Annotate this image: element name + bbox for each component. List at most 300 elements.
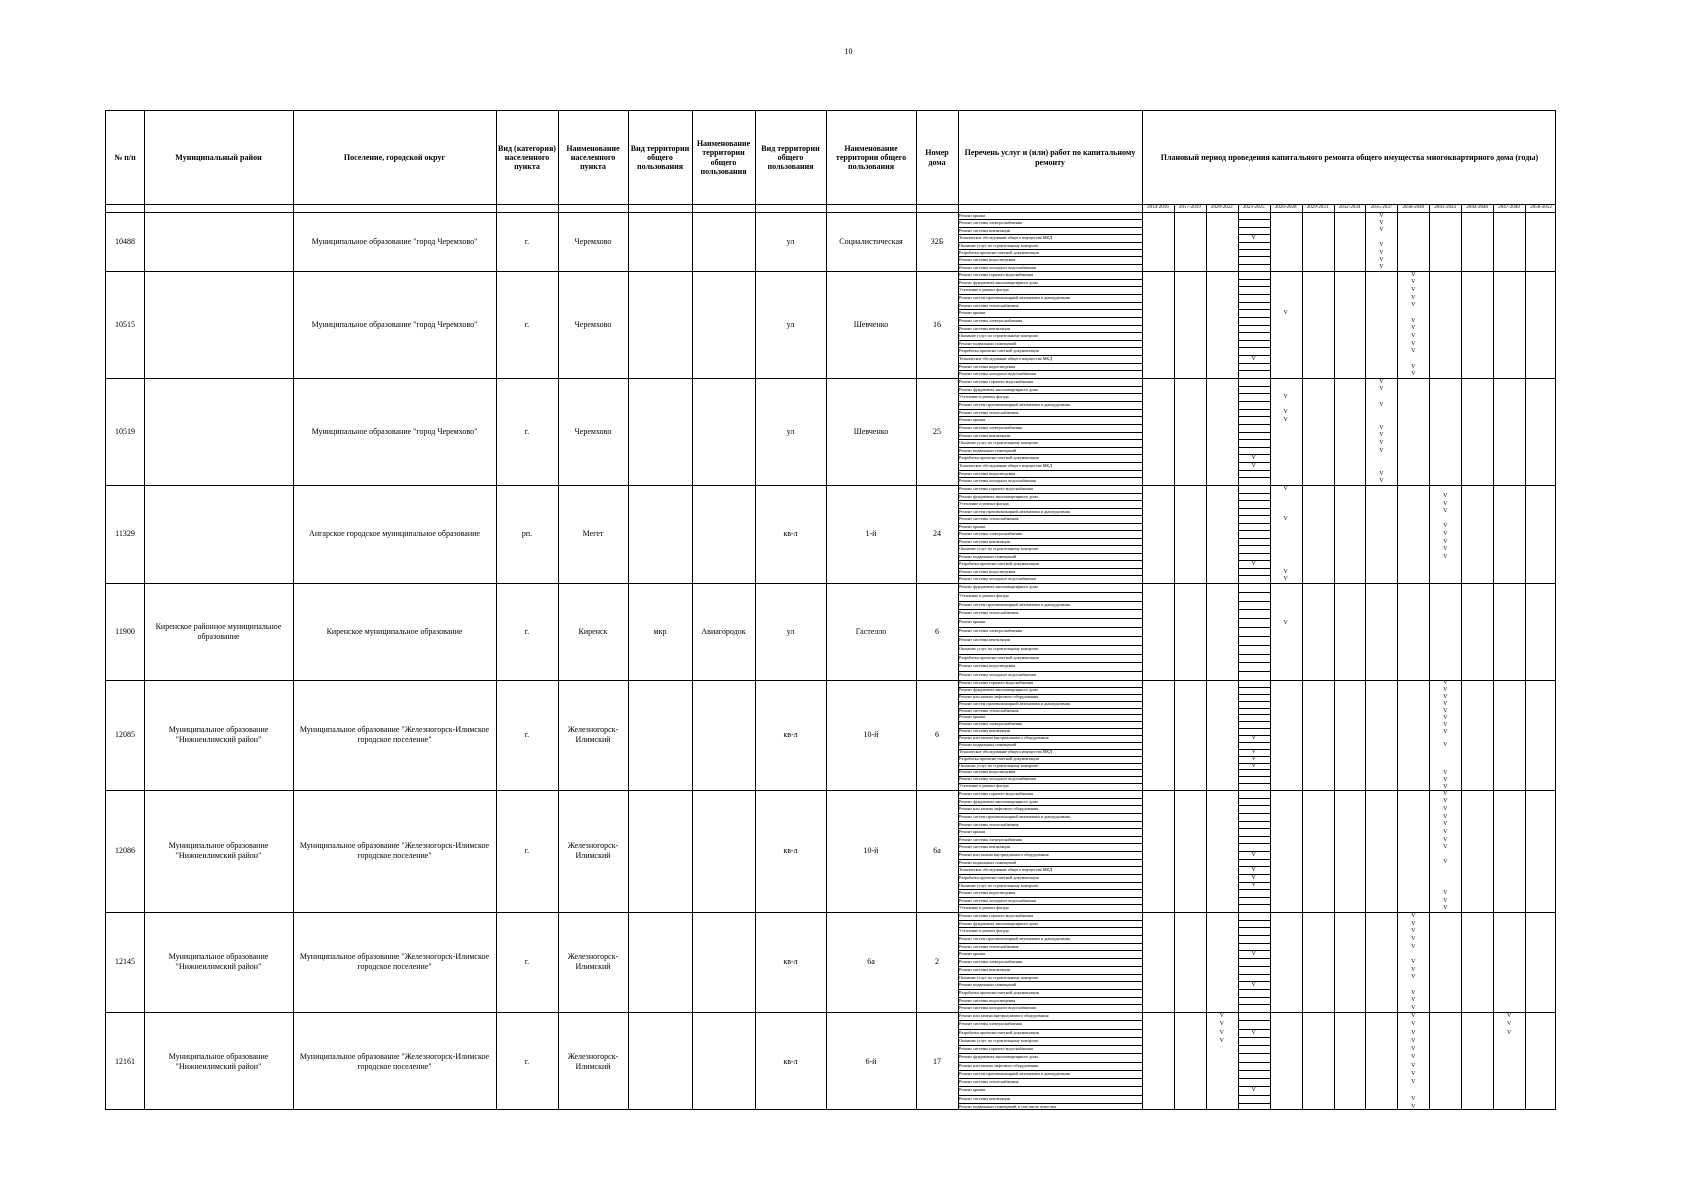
grid-line <box>1238 309 1270 310</box>
grid-line <box>1238 836 1270 837</box>
cell-house: 24 <box>933 529 941 539</box>
cell-territory-type <box>628 680 692 790</box>
period-label: 2014-2016 <box>1147 205 1169 210</box>
service-item: Утепление и ремонт фасада <box>959 394 1009 400</box>
repair-mark: V <box>1443 523 1448 530</box>
repair-mark: V <box>1283 568 1288 575</box>
cell-street-name: Гастелло <box>855 626 887 636</box>
cell-house: 32Б <box>930 236 944 246</box>
service-item: Техническое обследование общего имущества МКД <box>959 463 1053 469</box>
header-locality-name: Наименование населенного пункта <box>566 143 620 172</box>
period-divider <box>1461 204 1462 1109</box>
grid-line <box>1238 363 1270 364</box>
service-item: Ремонт системы теплоснабжения <box>959 1079 1019 1084</box>
cell-street-type: кв-л <box>783 730 798 740</box>
repair-mark: V <box>1411 1029 1416 1036</box>
repair-mark: V <box>1379 424 1384 431</box>
repair-mark: V <box>1443 553 1448 560</box>
service-item: Ремонт подвальных помещений <box>959 741 1016 747</box>
service-divider <box>958 601 1142 602</box>
grid-line <box>1238 370 1270 371</box>
cell-settlement: Киренское муниципальное образование <box>326 626 463 636</box>
service-item: Ремонт системы теплоснабжения <box>959 302 1019 308</box>
service-divider <box>958 325 1142 326</box>
cell-territory-name <box>692 212 755 271</box>
repair-mark: V <box>1443 707 1448 714</box>
cell-territory-name <box>692 271 755 378</box>
cell-locality-type: г. <box>524 957 530 967</box>
repair-mark: V <box>1251 749 1256 756</box>
grid-line <box>1238 943 1270 944</box>
service-divider <box>958 974 1142 975</box>
header-territory-name: Наименование территории общего пользования <box>696 139 751 176</box>
service-item: Ремонт системы теплоснабжения <box>959 409 1019 415</box>
service-divider <box>958 859 1142 860</box>
service-item: Ремонт системы теплоснабжения <box>959 821 1019 827</box>
repair-mark: V <box>1443 897 1448 904</box>
service-item: Ремонт системы холодного водоснабжения <box>959 576 1036 582</box>
service-divider <box>958 545 1142 546</box>
grid-line <box>1238 1053 1270 1054</box>
cell-num: 12161 <box>115 1056 135 1066</box>
repair-mark: V <box>1443 500 1448 507</box>
cell-district: Муниципальное образование "Нижнеилимский район" <box>168 952 269 971</box>
grid-line <box>1238 997 1270 998</box>
cell-district <box>144 485 293 583</box>
repair-mark: V <box>1411 1054 1416 1061</box>
grid-line <box>1238 332 1270 333</box>
service-item: Ремонт фундамента многоквартирного дома <box>959 584 1038 589</box>
repair-mark: V <box>1443 538 1448 545</box>
service-item: Оказание услуг по строительному контролю <box>959 546 1039 552</box>
repair-mark: V <box>1411 363 1416 370</box>
cell-street-name: 10-й <box>863 846 879 856</box>
grid-line <box>1238 783 1270 784</box>
repair-mark: V <box>1411 1095 1416 1102</box>
service-divider <box>958 920 1142 921</box>
grid-line <box>1238 618 1270 619</box>
period-divider <box>1493 204 1494 1109</box>
cell-locality-type: г. <box>524 626 530 636</box>
cell-settlement: Муниципальное образование "город Черемхово" <box>311 319 478 329</box>
service-item: Ремонт системы водоотведения <box>959 257 1016 263</box>
service-item: Ремонт системы горячего водоснабжения <box>959 913 1033 918</box>
repair-mark: V <box>1379 212 1384 219</box>
service-item: Ремонт подвальных помещений <box>959 982 1016 988</box>
period-label: 2032-2034 <box>1338 205 1361 210</box>
cell-street-type: кв-л <box>783 529 798 539</box>
repair-mark: V <box>1283 515 1288 522</box>
grid-line <box>1238 708 1270 709</box>
repair-mark: V <box>1379 220 1384 227</box>
period-label: 2038-2040 <box>1402 205 1425 210</box>
service-item: Ремонт или замена лифтового оборудования <box>959 1062 1039 1068</box>
repair-mark: V <box>1283 394 1288 401</box>
service-divider <box>958 714 1142 715</box>
service-item: Разработка проектно-сметной документации <box>959 1029 1039 1035</box>
service-item: Разработка проектно-сметной документации <box>959 989 1039 995</box>
repair-mark: V <box>1251 982 1256 989</box>
grid-line <box>1238 545 1270 546</box>
service-divider <box>958 950 1142 951</box>
service-item: Утепление и ремонт фасада <box>959 592 1009 598</box>
service-divider <box>958 1086 1142 1087</box>
repair-mark: V <box>1443 742 1448 749</box>
service-item: Ремонт крыши <box>959 714 986 720</box>
grid-line <box>1238 553 1270 554</box>
cell-house: 16 <box>933 319 941 329</box>
service-item: Ремонт фундамента многоквартирного дома <box>959 686 1038 692</box>
grid-line <box>1238 432 1270 433</box>
repair-mark: V <box>1411 928 1416 935</box>
service-divider <box>958 897 1142 898</box>
grid-line <box>1238 470 1270 471</box>
cell-house: 6а <box>933 846 941 856</box>
service-item: Ремонт системы холодного водоснабжения <box>959 776 1036 782</box>
cell-locality-name: Железногорск-Илимский <box>567 952 619 971</box>
service-item: Разработка проектно-сметной документации <box>959 755 1039 761</box>
cell-num: 10488 <box>115 236 135 246</box>
service-divider <box>958 568 1142 569</box>
period-divider <box>1302 204 1303 1109</box>
cell-street-name: Социалистическая <box>839 236 903 246</box>
service-item: Ремонт системы горячего водоснабжения <box>959 379 1033 384</box>
repair-mark: V <box>1411 348 1416 355</box>
service-divider <box>958 821 1142 822</box>
cell-territory-type: мкр <box>653 626 667 636</box>
grid-line <box>1238 636 1270 637</box>
repair-mark: V <box>1411 302 1416 309</box>
period-label: 2050-2052 <box>1530 205 1552 210</box>
service-divider <box>958 242 1142 243</box>
header-services: Перечень услуг и (или) работ по капитальному ремонту <box>964 148 1136 167</box>
service-item: Ремонт системы холодного водоснабжения <box>959 672 1036 678</box>
service-divider <box>958 805 1142 806</box>
grid-line <box>1238 393 1270 394</box>
grid-line <box>1238 989 1270 990</box>
grid-line <box>1238 279 1270 280</box>
service-divider <box>958 249 1142 250</box>
grid-line <box>1238 325 1270 326</box>
repair-mark: V <box>1443 687 1448 694</box>
service-divider <box>958 721 1142 722</box>
cell-district <box>144 378 293 485</box>
cell-territory-name <box>692 912 755 1012</box>
repair-mark: V <box>1251 355 1256 362</box>
service-divider <box>958 515 1142 516</box>
service-divider <box>958 439 1142 440</box>
grid-line <box>1238 500 1270 501</box>
repair-mark: V <box>1251 762 1256 769</box>
service-item: Ремонт систем противопожарной автоматики и дымоудаления <box>959 601 1070 607</box>
cell-locality-type: г. <box>524 846 530 856</box>
service-item: Оказание услуг по строительному контролю <box>959 1037 1039 1043</box>
repair-mark: V <box>1379 378 1384 385</box>
repair-mark: V <box>1411 371 1416 378</box>
repair-mark: V <box>1506 1021 1512 1028</box>
service-item: Ремонт системы электроснабжения <box>959 959 1023 965</box>
grid-line <box>1238 575 1270 576</box>
period-divider <box>1174 204 1175 1109</box>
service-item: Техническое обследование общего имущества МКД <box>959 356 1053 362</box>
repair-mark: V <box>1411 974 1416 981</box>
cell-street-name: Шевченко <box>853 426 889 436</box>
service-item: Утепление и ремонт фасада <box>959 501 1009 507</box>
service-divider <box>958 904 1142 905</box>
repair-mark: V <box>1443 813 1448 820</box>
cell-locality-type: рп. <box>521 529 533 539</box>
repair-mark: V <box>1379 447 1384 454</box>
header-locality-type: Вид (категория) населенного пункта <box>498 143 556 172</box>
cell-street-name: 6-й <box>865 1056 877 1066</box>
repair-mark: V <box>1251 867 1256 874</box>
cell-street-name: 10-й <box>863 730 879 740</box>
service-item: Ремонт системы электроснабжения <box>959 531 1023 537</box>
service-item: Ремонт фундамента многоквартирного дома <box>959 279 1038 285</box>
service-item: Ремонт подвальных помещений, в том числе отмостка <box>959 1103 1056 1109</box>
service-divider <box>958 234 1142 235</box>
service-item: Утепление и ремонт фасада <box>959 905 1009 911</box>
cell-house: 2 <box>935 957 939 967</box>
service-item: Ремонт системы теплоснабжения <box>959 610 1019 616</box>
grid-line <box>1238 439 1270 440</box>
repair-mark: V <box>1251 735 1256 742</box>
grid-line <box>1238 424 1270 425</box>
service-divider <box>958 694 1142 695</box>
service-item: Оказание услуг по строительному контролю <box>959 440 1039 446</box>
grid-line <box>1238 935 1270 936</box>
repair-mark: V <box>1379 470 1384 477</box>
service-divider <box>958 1103 1142 1104</box>
grid-line <box>1238 728 1270 729</box>
period-divider <box>1525 204 1526 1109</box>
cell-num: 12145 <box>115 957 135 967</box>
grid-line <box>1238 662 1270 663</box>
service-divider <box>958 783 1142 784</box>
service-item: Ремонт системы вентиляции <box>959 636 1011 642</box>
cell-street-type: ул <box>786 426 795 436</box>
service-divider <box>958 1045 1142 1046</box>
grid-line <box>1238 508 1270 509</box>
repair-mark: V <box>1251 851 1256 858</box>
service-item: Ремонт систем противопожарной автоматики и дымоудаления <box>959 401 1070 407</box>
cell-locality-type: г. <box>524 319 530 329</box>
repair-mark: V <box>1443 701 1448 708</box>
service-divider <box>958 1004 1142 1005</box>
service-item: Утепление и ремонт фасада <box>959 783 1009 789</box>
period-divider <box>1365 204 1366 1109</box>
cell-street-name: 6а <box>867 957 875 967</box>
header-district: Муниципальный район <box>175 152 262 162</box>
service-item: Оказание услуг по строительному контролю <box>959 882 1039 888</box>
cell-street-type: кв-л <box>783 1056 798 1066</box>
service-item: Ремонт подвальных помещений <box>959 859 1016 865</box>
cell-street-name: Шевченко <box>853 319 889 329</box>
period-label: 2047-2049 <box>1498 205 1520 210</box>
grid-line <box>1238 721 1270 722</box>
cell-settlement: Муниципальное образование "Железногорск-Илимское городское поселение" <box>299 841 490 860</box>
service-item: Ремонт систем противопожарной автоматики и дымоудаления <box>959 508 1070 514</box>
service-divider <box>958 508 1142 509</box>
cell-house: 25 <box>933 426 941 436</box>
service-item: Оказание услуг по строительному контролю <box>959 762 1039 768</box>
grid-line <box>1238 592 1270 593</box>
repair-mark: V <box>1219 1037 1224 1044</box>
header-street-type: Вид территории общего пользования <box>761 143 820 172</box>
service-item: Ремонт системы горячего водоснабжения <box>959 272 1033 277</box>
service-item: Ремонт крыши <box>959 1087 986 1093</box>
service-divider <box>958 1029 1142 1030</box>
header-street-name: Наименование территории общего пользования <box>835 143 907 172</box>
service-divider <box>958 264 1142 265</box>
service-item: Ремонт крыши <box>959 951 986 957</box>
grid-line <box>1238 701 1270 702</box>
cell-locality-type: г. <box>524 1056 530 1066</box>
cell-territory-name <box>692 790 755 912</box>
service-divider <box>958 493 1142 494</box>
grid-line <box>1238 256 1270 257</box>
service-item: Ремонт системы водоотведения <box>959 568 1016 574</box>
grid-line <box>1238 347 1270 348</box>
capital-repair-table <box>105 110 1556 1110</box>
service-item: Техническое обследование общего имущества МКД <box>959 748 1053 754</box>
service-item: Разработка проектно-сметной документации <box>959 654 1039 660</box>
service-divider <box>958 294 1142 295</box>
grid-line <box>1238 294 1270 295</box>
service-item: Ремонт системы вентиляции <box>959 227 1011 233</box>
cell-num: 10519 <box>115 426 135 436</box>
cell-house: 17 <box>933 1056 941 1066</box>
grid-line <box>1238 538 1270 539</box>
service-item: Ремонт или замена внутридомового оборудования <box>959 852 1049 857</box>
service-divider <box>958 645 1142 646</box>
service-item: Оказание услуг по строительному контролю <box>959 645 1039 651</box>
service-divider <box>958 662 1142 663</box>
service-item: Ремонт подвальных помещений <box>959 340 1016 346</box>
service-divider <box>958 370 1142 371</box>
grid-line <box>1238 974 1270 975</box>
service-item: Ремонт системы теплоснабжения <box>959 943 1019 949</box>
grid-line <box>1238 1062 1270 1063</box>
period-label: 2017-2019 <box>1179 205 1201 210</box>
service-item: Ремонт крыши <box>959 310 986 316</box>
cell-street-type: ул <box>786 319 795 329</box>
service-item: Ремонт системы водоотведения <box>959 769 1016 775</box>
header-planning: Плановый период проведения капитального ремонта общего имущества многоквартирного дома (годы) <box>1160 152 1539 162</box>
repair-mark: V <box>1379 264 1384 271</box>
service-item: Ремонт системы вентиляции <box>959 432 1011 438</box>
grid-line <box>1238 776 1270 777</box>
grid-line <box>1238 1103 1270 1104</box>
repair-mark: V <box>1379 439 1384 446</box>
grid-line <box>1238 1095 1270 1096</box>
service-divider <box>958 409 1142 410</box>
repair-mark: V <box>1411 279 1416 286</box>
service-item: Разработка проектно-сметной документации <box>959 348 1039 354</box>
service-divider <box>958 836 1142 837</box>
service-divider <box>958 332 1142 333</box>
service-divider <box>958 776 1142 777</box>
repair-mark: V <box>1219 1029 1224 1036</box>
service-item: Ремонт системы водоотведения <box>959 470 1016 476</box>
service-item: Техническое обследование общего имущества МКД <box>959 235 1053 241</box>
cell-num: 12086 <box>115 846 135 856</box>
service-item: Ремонт системы холодного водоснабжения <box>959 371 1036 377</box>
service-divider <box>958 560 1142 561</box>
repair-mark: V <box>1443 905 1448 912</box>
service-item: Ремонт фундамента многоквартирного дома <box>959 798 1038 804</box>
repair-mark: V <box>1283 409 1288 416</box>
cell-street-type: ул <box>786 236 795 246</box>
cell-district: Муниципальное образование "Нижнеилимский район" <box>168 1051 269 1071</box>
repair-mark: V <box>1411 325 1416 332</box>
grid-line <box>1238 1037 1270 1038</box>
repair-mark: V <box>1443 680 1448 687</box>
repair-mark: V <box>1443 694 1448 701</box>
service-divider <box>958 618 1142 619</box>
grid-line <box>1238 447 1270 448</box>
grid-line <box>1238 601 1270 602</box>
period-label: 2020-2022 <box>1210 205 1233 210</box>
grid-line <box>1238 742 1270 743</box>
service-item: Оказание услуг по строительному контролю <box>959 974 1039 980</box>
service-item: Ремонт системы холодного водоснабжения <box>959 1005 1036 1011</box>
grid-line <box>1238 530 1270 531</box>
repair-mark: V <box>1411 1062 1416 1069</box>
service-item: Ремонт систем противопожарной автоматики и дымоудаления <box>959 936 1070 942</box>
cell-territory-name <box>692 1012 755 1111</box>
service-divider <box>958 462 1142 463</box>
grid-line <box>1238 821 1270 822</box>
grid-line <box>1238 813 1270 814</box>
service-item: Ремонт системы водоотведения <box>959 997 1016 1003</box>
repair-mark: V <box>1443 790 1448 797</box>
repair-mark: V <box>1251 462 1256 469</box>
cell-settlement: Муниципальное образование "Железногорск-Илимское городское поселение" <box>299 952 490 971</box>
service-divider <box>958 500 1142 501</box>
grid-line <box>1238 1045 1270 1046</box>
service-divider <box>958 575 1142 576</box>
service-item: Ремонт системы водоотведения <box>959 890 1016 896</box>
service-divider <box>958 424 1142 425</box>
cell-num: 11329 <box>115 529 135 539</box>
cell-settlement: Муниципальное образование "город Черемхово" <box>311 426 478 436</box>
service-divider <box>958 256 1142 257</box>
service-divider <box>958 654 1142 655</box>
service-divider <box>958 927 1142 928</box>
grid-line <box>1238 889 1270 890</box>
grid-line <box>1238 386 1270 387</box>
cell-territory-type <box>628 378 692 485</box>
service-divider <box>958 828 1142 829</box>
cell-settlement: Муниципальное образование "Железногорск-Илимское городское поселение" <box>299 1051 490 1071</box>
cell-territory-name: Авиагородок <box>701 626 746 636</box>
cell-locality-type: г. <box>524 236 530 246</box>
repair-mark: V <box>1443 546 1448 553</box>
cell-district <box>144 212 293 271</box>
service-item: Ремонт системы электроснабжения <box>959 424 1023 430</box>
repair-mark: V <box>1251 1087 1256 1094</box>
service-divider <box>958 742 1142 743</box>
service-item: Ремонт систем противопожарной автоматики и дымоудаления <box>959 700 1070 706</box>
service-divider <box>958 553 1142 554</box>
grid-line <box>1238 523 1270 524</box>
cell-street-type: кв-л <box>783 846 798 856</box>
cell-district: Муниципальное образование "Нижнеилимский район" <box>168 725 269 744</box>
cell-territory-type <box>628 1012 692 1111</box>
repair-mark: V <box>1411 1013 1416 1020</box>
repair-mark: V <box>1411 287 1416 294</box>
